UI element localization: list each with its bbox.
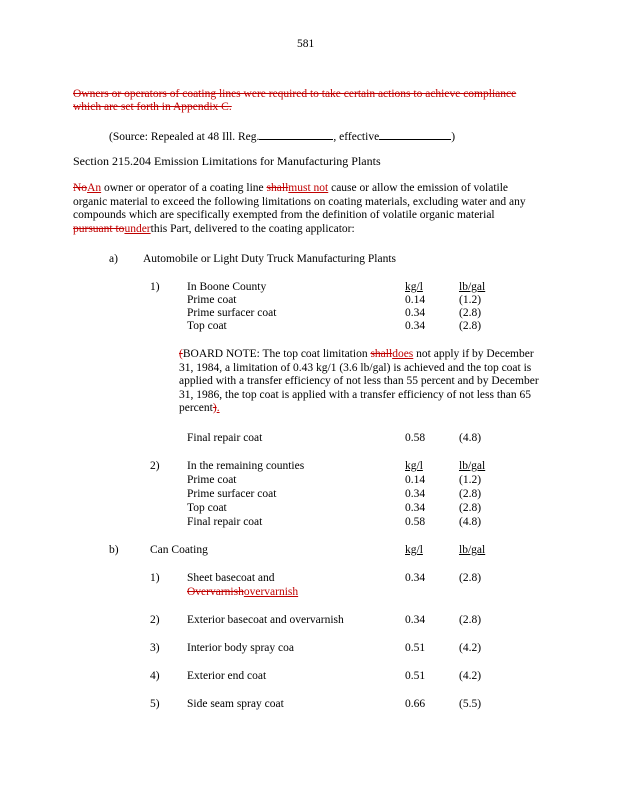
intro-paragraph (73, 182, 535, 236)
item-a2-unit-kg: kg/l (405, 460, 423, 472)
board-note-text-2: not apply if by December 31, 1984, a limitation of 0.43 kg/1 (3.6 lb/gal) is achieved and the top coat is applied with a transfer efficiency of not less than 55 percent and by December 31, 1986, the top coat is applied with a transfer efficiency of not less than 65 percent (179, 348, 539, 415)
item-a1-row-kg: 0.34 (405, 320, 426, 332)
item-a1-row-name: Top coat (187, 320, 227, 332)
subsection-a-title: Automobile or Light Duty Truck Manufacturing Plants (143, 253, 396, 265)
repealed-note-line1: Owners or operators of coating lines were required to take certain actions to achieve compliance (73, 88, 517, 100)
item-a1-number: 1) (150, 281, 160, 293)
item-b-number: 2) (150, 614, 160, 626)
board-note-deletion-2: shall (370, 348, 393, 360)
subsection-a-letter: a) (109, 253, 118, 265)
item-b-name: Side seam spray coat (187, 698, 284, 710)
item-a2-row-lb: (2.8) (459, 488, 482, 500)
board-note-insertion-2: does (392, 348, 414, 360)
item-a1-row-lb: (2.8) (459, 307, 482, 319)
item-a1-row-name: Prime coat (187, 294, 237, 306)
item-a2-number: 2) (150, 460, 160, 472)
source-blank-reg (259, 128, 333, 140)
item-b-number: 1) (150, 572, 160, 584)
final-repair-lb: (4.8) (459, 432, 482, 444)
source-note (109, 128, 455, 144)
intro-text-2: cause or allow the emission of volatile organic material to exceed the following limitations on coating materials, excluding water and any compounds which are specifically exempted from the definition of volatile organic material (73, 182, 526, 222)
subsection-b-unit-kg: kg/l (405, 544, 423, 556)
intro-insertion-3: under (124, 222, 151, 235)
item-a1-row-lb: (2.8) (459, 320, 482, 332)
source-prefix: (Source: Repealed at 48 Ill. Reg. (109, 131, 260, 143)
item-b-number: 5) (150, 698, 160, 710)
item-b-lb: (2.8) (459, 614, 482, 626)
item-a2-row-lb: (4.8) (459, 516, 482, 528)
section-heading: Section 215.204 Emission Limitations for Manufacturing Plants (73, 154, 381, 168)
board-note-deletion-1: ( (179, 348, 183, 360)
board-note-text-1: BOARD NOTE: The top coat limitation (182, 348, 371, 360)
item-a2-row-kg: 0.34 (405, 502, 426, 514)
item-a2-unit-lb: lb/gal (459, 460, 486, 472)
item-a1-header: In Boone County (187, 281, 267, 293)
item-b1-deletion: Overvarnish (187, 586, 244, 598)
subsection-b-title: Can Coating (150, 544, 208, 556)
item-a2-header: In the remaining counties (187, 460, 305, 472)
item-a2-row-kg: 0.34 (405, 488, 426, 500)
item-b-number: 3) (150, 642, 160, 654)
repealed-note-line2: which are set forth in Appendix C. (73, 101, 232, 113)
item-b-kg: 0.66 (405, 698, 426, 710)
intro-deletion-2: shall (266, 182, 289, 194)
intro-deletion-1: No (73, 182, 88, 194)
intro-insertion-1: An (87, 182, 102, 194)
item-b1-name-revision (187, 586, 298, 599)
source-blank-effective (379, 128, 451, 140)
item-b-kg: 0.34 (405, 614, 426, 626)
item-b-name: Exterior end coat (187, 670, 267, 682)
item-b-name: Sheet basecoat and (187, 572, 275, 584)
source-suffix: ) (451, 131, 456, 143)
item-a2-row-kg: 0.14 (405, 474, 426, 486)
board-note-deletion-3: ) (212, 402, 217, 415)
item-b-name: Interior body spray coa (187, 642, 294, 654)
item-b-number: 4) (150, 670, 160, 682)
item-a1-row-name: Prime surfacer coat (187, 307, 277, 319)
intro-text-3: this Part, delivered to the coating applicator: (150, 222, 355, 235)
item-a1-unit-lb: lb/gal (459, 281, 486, 293)
item-a2-row-lb: (2.8) (459, 502, 482, 514)
item-a1-row-kg: 0.14 (405, 294, 426, 306)
item-b-lb: (2.8) (459, 572, 482, 584)
item-b-lb: (4.2) (459, 670, 482, 682)
item-b-lb: (4.2) (459, 642, 482, 654)
source-middle: , effective (333, 131, 380, 143)
item-b-name: Exterior basecoat and overvarnish (187, 614, 344, 626)
item-a2-row-name: Top coat (187, 502, 227, 514)
item-a2-row-kg: 0.58 (405, 516, 426, 528)
item-a2-row-name: Prime surfacer coat (187, 488, 277, 500)
item-a1-unit-kg: kg/l (405, 281, 423, 293)
item-a2-row-name: Prime coat (187, 474, 237, 486)
item-b-kg: 0.51 (405, 642, 426, 654)
intro-insertion-2: must not (288, 182, 329, 194)
item-b1-insertion: overvarnish (243, 586, 299, 598)
final-repair-kg: 0.58 (405, 432, 426, 444)
final-repair-name: Final repair coat (187, 432, 263, 444)
intro-text-1: owner or operator of a coating line (101, 182, 267, 194)
item-b-kg: 0.34 (405, 572, 426, 584)
item-a2-row-lb: (1.2) (459, 474, 482, 486)
item-a1-row-lb: (1.2) (459, 294, 482, 306)
board-note-insertion-3: . (216, 402, 220, 415)
subsection-b-letter: b) (109, 544, 119, 556)
intro-deletion-3: pursuant to (73, 222, 125, 235)
board-note (179, 348, 547, 416)
page-number: 581 (297, 38, 315, 50)
subsection-b-unit-lb: lb/gal (459, 544, 486, 556)
item-a2-row-name: Final repair coat (187, 516, 263, 528)
item-a1-row-kg: 0.34 (405, 307, 426, 319)
item-b-kg: 0.51 (405, 670, 426, 682)
item-b-lb: (5.5) (459, 698, 482, 710)
